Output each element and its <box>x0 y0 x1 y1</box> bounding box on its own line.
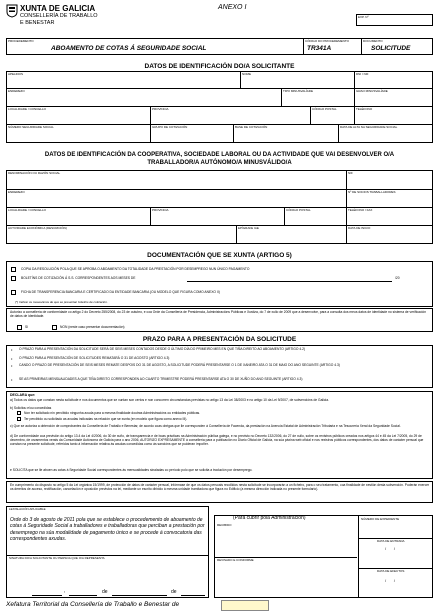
name-label: NOME <box>242 72 251 76</box>
name-field[interactable] <box>242 77 352 87</box>
coop-province-label: PROVINCIA <box>152 208 169 212</box>
law-notice: En cumprimento do disposto no artigo 5 da Lei orgánica 15/1999, de protección de datos de carácter persoal, infórmase de que os datos persoais recollidos nesta solicitude se incorporarán a un ficheiro, para o seu tratamento, coa finalidade de xestión desta subvención. Poderán exercer os dereitos de acceso, rectificación, cancelación e oposición previstos na lei, mediante un escrito dirixido á mesma unidade tramitadora que figura no Edificio (a mesma dirección indicada no presente formulario). <box>10 483 430 492</box>
authorize-yes-label: SI <box>25 325 29 329</box>
authorize-no-label: NON (neste caso presentar documentación) <box>60 325 125 329</box>
deadline-item2-bullet: • <box>11 356 13 361</box>
dept-line1: CONSELLERÍA DE TRABALLO <box>20 13 98 19</box>
exp-number-box[interactable] <box>356 14 433 26</box>
coop-postcode-label: CÓDIGO POSTAL <box>286 208 311 212</box>
address-field[interactable] <box>8 94 278 105</box>
legislation-label: LEXISLACIÓN APLICABLE <box>9 507 46 511</box>
reviewed-label: REVISADO E CONFORME <box>217 558 254 562</box>
deadline-item3-bullet: • <box>11 363 13 368</box>
coop-phone-field[interactable] <box>348 213 430 224</box>
start-date-label: DATA DE INICIO <box>348 226 371 230</box>
deadline-item4-bullet: • <box>11 377 13 382</box>
legislation-text: Orde do 3 de agosto de 2011 pola que se establece o procedemento de aboamento de cotas á Seguridade Social a traballadores e traballadoras que perciban a prestación por desemprego na súa modalidade de pagamento único e se procede á convocatoria das correspondentes axudas. <box>10 517 205 543</box>
social-name-field[interactable] <box>8 176 343 188</box>
declare-d: d) De conformidade coa previsión do artigo 13.4 da Lei 4/2006, do 30 de xuño, de transparencia e de boas prácticas na Administración pública galega, e no previsto no Decreto 132/2006, do 27 de xullo, sobre os rexistros públicos creados nos artigos 44 e 45 da Lei 7/2005, do 29 de decembro, de orzamentos xerais da Comunidade Autónoma de Galicia para o ano 2006, AUTORIZO EXPRESAMENTE á consellería para a publicación no Diario Oficial de Galicia, na súa páxina web oficial e nos rexistros públicos correspondentes, dos datos de carácter persoal que constan na presente solicitude, referidos tanto á información relativa ás axudas concedidas como ás sancións que se puideran impoñer. <box>10 434 424 447</box>
declare-b1-checkbox[interactable] <box>17 411 21 415</box>
sign-month-line[interactable] <box>112 589 167 596</box>
deadline-item1: O PRAZO PARA A PRESENTACIÓN DA SOLICITUDE SERÁ DE SEIS MESES CONTADOS DESDE O ÚLTIMO DÍA DO PRIMEIRO MES EN QUE TIÑA DIREITO AO ABOAMENTO (ARTIGO 4.2) <box>19 347 306 351</box>
admin-title: (Para cubrir pola Administración) <box>233 515 306 521</box>
ss-number-field[interactable] <box>8 130 148 142</box>
crest-icon <box>6 4 18 18</box>
doc2-months-field[interactable] <box>187 273 392 282</box>
coop-locality-field[interactable] <box>8 213 148 224</box>
activity-label: ACTIVIDADE ECONÓMICA (DESCRICIÓN) <box>8 226 67 230</box>
proc-label: PROCEDEMENTO <box>8 39 34 43</box>
contribution-base-field[interactable] <box>235 130 335 142</box>
received-label: RECIBIDO <box>217 523 232 527</box>
postcode-label: CÓDIGO POSTAL <box>312 107 337 111</box>
declare-closing: e SOLICITA que se lle aboen as cotas á Seguridade Social correspondentes ás mensualidades sinaladas co período polo que se solicita a tradución por desemprego. <box>10 468 253 472</box>
doc1-label: COPIA DA RESOLUCIÓN POLA QUE SE APROBA O ABOAMENTO DA TOTALIDADE DA PRESTACIÓN POR DESEMPREGO NUN ÚNICO PAGAMENTO <box>21 267 250 271</box>
file-number-label: NÚMERO DE EXPEDIENTE <box>361 517 400 521</box>
legislation-box <box>6 506 209 598</box>
ss-date-label: DATA DE ALTA NA SEGURIDADE SOCIAL <box>340 125 398 129</box>
authorize-text: Autorizo a consellería de conformidade co artigo 2 do Decreto 255/2008, do 23 de outubro, e coa Orde da Consellería de Presidencia, Administracións Públicas e Xustiza, do 7 de xullo de 2009 que a desenvolve, para a consulta dos meus datos de identidade no sistema de verificación de datos de identidade. <box>10 310 427 319</box>
effect-date-label: DATA DE EFECTOS <box>377 569 405 573</box>
declare-b1: Non ter solicitado nin percibido ningunha axuda para a mesma finalidade doutras Administracións ou entidades públicas. <box>24 411 201 415</box>
effect-date-field[interactable]: / / <box>385 578 396 583</box>
disability-type-field[interactable] <box>283 94 353 105</box>
deadline-item4: SE AS PRIMEIRAS MENSUALIDADES A QUE TIÑA DIREITO CORRESPONDEN AO CUARTO TRIMESTRE PODERÁ PRESENTARSE ATA O 30 DE XUÑO DO ANO SEGUINTE (ARTIGO 4.3) <box>19 377 303 381</box>
declare-title: DECLARA que: <box>10 393 36 397</box>
doc2-checkbox[interactable] <box>11 276 16 281</box>
coop-address-field[interactable] <box>8 195 343 206</box>
exp-label: EXP. Nº <box>358 15 369 19</box>
docs-section-title: DOCUMENTACIÓN QUE SE XUNTA (ARTIGO 5) <box>147 252 292 259</box>
dni-label: DNI / NIF <box>356 72 369 76</box>
doc2-label: BOLETÍNS DE COTIZACIÓN Á S.S. CORRESPONDENTES AOS MESES DE <box>21 276 136 280</box>
coop-province-field[interactable] <box>152 213 282 224</box>
xunta-logo <box>6 4 18 18</box>
procedure-box <box>6 38 433 55</box>
coop-postcode-field[interactable] <box>286 213 343 224</box>
entry-date-field[interactable]: / / <box>385 546 396 551</box>
applicant-box <box>6 71 433 143</box>
start-date-field[interactable] <box>348 231 430 243</box>
admin-box <box>214 515 433 598</box>
entry-date-label: DATA DE ENTRADA <box>377 539 405 543</box>
phone-label: TELÉFONO <box>356 107 373 111</box>
coop-nif-label: NIF <box>348 171 353 175</box>
docs-note: (*) Indicar os meses/anos de que se presentan boletíns de cotización. <box>15 300 108 304</box>
code-value: TR341A <box>307 45 332 52</box>
code-label: CÓDIGO DO PROCEDEMENTO <box>305 39 349 43</box>
coop-phone-label: TELÉFONO / FAX <box>348 208 373 212</box>
declare-a: a) Todos os datos que constan nesta solicitude e nos documentos que se xuntan son certos e non concorren circunstancias previstas no artigo 13 da Lei 38/2003 e no artigo 10 da Lei 9/2007, de subvencións de Galicia. <box>10 398 330 402</box>
surnames-label: APELIDOS <box>8 72 24 76</box>
law-notice-box <box>6 481 433 503</box>
disability-degree-label: GRAO MINUSVALÍADE <box>356 89 388 93</box>
proc-title: ABOAMENTO DE COTAS Á SEGURIDADE SOCIAL <box>51 45 207 52</box>
ss-number-label: NÚMERO SEGURIDADE SOCIAL <box>8 125 54 129</box>
coop-section-title-1: DATOS DE IDENTIFICACIÓN DA COOPERATIVA, SOCIEDADE LABORAL OU DA ACTIVIDADE QUE VAI DESENVOLVER O/A <box>44 152 395 158</box>
contribution-base-label: BASE DE COTIZACIÓN <box>235 125 268 129</box>
sign-place-line[interactable] <box>32 589 62 596</box>
footer-text: Xefatura Territorial da Consellería de Traballo e Benestar de <box>6 601 180 608</box>
province-field[interactable] <box>152 112 307 123</box>
phone-field[interactable] <box>356 112 430 123</box>
applicant-section-title: DATOS DE IDENTIFICACIÓN DO/A SOLICITANTE <box>144 63 295 70</box>
doc2-year-suffix: /20 <box>395 276 400 280</box>
coop-section-title-2: TRABALLADOR/A AUTÓNOMO/A MINUSVÁLIDO/A <box>147 160 292 166</box>
date-comma: , <box>64 588 66 594</box>
ss-date-field[interactable] <box>340 130 430 142</box>
signature-label: SINATURA DO/A SOLICITANTE OU PERSOA QUE O/A REPRESENTA <box>9 556 105 560</box>
disability-type-label: TIPO MINUSVALÍADE <box>283 89 313 93</box>
province-label: PROVINCIA <box>152 107 169 111</box>
sign-day-line[interactable] <box>69 589 97 596</box>
authorize-no-checkbox[interactable] <box>52 325 57 330</box>
docs-box <box>6 261 433 307</box>
signature-field[interactable] <box>9 562 205 582</box>
coop-address-label: ENDEREZO <box>8 190 25 194</box>
doc3-label: FICHA DE TRANSFERENCIA BANCARIA E CERTIFICADO DA ENTIDADE BANCARIA (OU MODELO QUE FIGURA COMO ANEXO II) <box>21 290 220 294</box>
doc-label: DOCUMENTO <box>363 39 383 43</box>
postcode-field[interactable] <box>312 112 352 123</box>
deadline-section-title: PRAZO PARA A PRESENTACIÓN DA SOLICITUDE <box>142 336 297 343</box>
contribution-group-field[interactable] <box>152 130 230 142</box>
disability-degree-field[interactable] <box>356 94 430 105</box>
annex-label: ANEXO I <box>218 4 247 11</box>
deadline-item2: O PRAZO PARA A PRESENTACIÓN DE SOLICITUDES REMATARÁ O 31 DE AGOSTO (ARTIGO 4.3) <box>19 356 170 360</box>
sign-year-line[interactable] <box>181 589 205 596</box>
file-number-field[interactable] <box>361 523 431 537</box>
dni-field[interactable] <box>356 77 430 87</box>
partners-label: Nº DE SOCIOS TRABALLADORES <box>348 190 396 194</box>
address-label: ENDEREZO <box>8 89 25 93</box>
iae-label: EPÍGRAFE IAE <box>238 226 259 230</box>
coop-box <box>6 170 433 244</box>
deadline-box <box>6 345 433 388</box>
doc1-checkbox[interactable] <box>11 267 16 272</box>
territorial-office-field[interactable] <box>221 600 269 611</box>
activity-field[interactable] <box>8 231 233 243</box>
partners-field[interactable] <box>348 195 430 206</box>
deadline-item1-bullet: • <box>11 347 13 352</box>
coop-nif-field[interactable] <box>348 176 430 188</box>
coop-locality-label: LOCALIDADE / CONCELLO <box>8 208 47 212</box>
authorize-box <box>6 308 433 332</box>
doc3-checkbox[interactable] <box>11 290 16 295</box>
deadline-item3: CANDO O PRAZO DE PRESENTACIÓN DE SEIS MESES REMATE DESPOIS DO 31 DE AGOSTO, A SOLICITUDE PODERÁ PRESENTARSE O 1 DE XANEIRO ATA O 31 DE MAIO DO ANO SEGUINTE (ARTIGO 4.3) <box>19 363 340 367</box>
org-name: XUNTA DE GALICIA <box>20 4 96 13</box>
authorize-yes-checkbox[interactable] <box>17 325 22 330</box>
surnames-field[interactable] <box>8 77 238 87</box>
date-de-1: de <box>102 589 108 595</box>
declare-b: b) Solicitou e/ou concedidas <box>10 406 52 410</box>
dept-line2: E BENESTAR <box>20 19 55 26</box>
contribution-group-label: GRUPO DE COTIZACIÓN <box>152 125 188 129</box>
declare-box <box>6 391 433 479</box>
social-name-label: DENOMINACIÓN OU RAZÓN SOCIAL <box>8 171 61 175</box>
iae-field[interactable] <box>238 231 343 243</box>
declare-b2: Ter percibido ou solicitado as axudas indicadas na relación que se xunta (en modelo que figura como anexo III). <box>24 417 188 421</box>
date-de-2: de <box>171 589 177 595</box>
declare-c: c) Que se autoriza a obtención de comprobantes da Consellería de Traballo e Benestar, de acordo coas obrigas que lle corresponden á Consellería de Facenda, da prestación na Axencia Estatal de Administración Tributaria e na Tesourería Xeral da Seguridade Social. <box>10 424 401 428</box>
locality-field[interactable] <box>8 112 148 123</box>
doc-value: SOLICITUDE <box>371 45 411 52</box>
declare-b2-checkbox[interactable] <box>17 417 21 421</box>
locality-label: LOCALIDADE / CONCELLO <box>8 107 47 111</box>
